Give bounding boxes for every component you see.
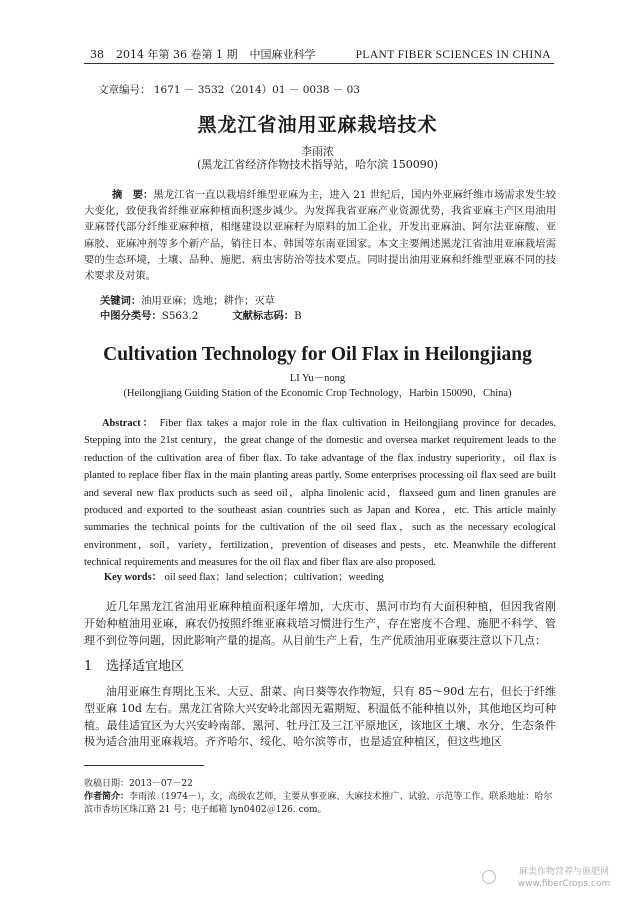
journal-name-zh: 中国麻业科学 bbox=[249, 48, 316, 61]
doc-code-label: 文献标志码： bbox=[232, 310, 295, 322]
abstract-en bbox=[84, 415, 556, 572]
abstract-zh-label: 摘 要： bbox=[112, 189, 154, 201]
keywords-en-text: oil seed flax；land selection；cultivation；weeding bbox=[164, 572, 384, 583]
doc-code-value: B bbox=[294, 310, 302, 322]
abstract-en-text: Fiber flax takes a major role in the flax cultivation in Heilongjiang province for decades. Stepping into the 21st century，the great change of the domestic and oversea market requirement leads to the reduction of the cultivation area of fiber flax. To take advantage of the flax industry superiority，oil flax is planted to replace fiber flax in the main planting areas partly. Some enterprises processing oil flax seed are built and several new flax products such as seed oil，alpha linolenic acid，flaxseed gum and linen granules are produced and exported to the southeast asian countries such as Japan and Korea，etc. This article mainly summaries the technical points for the cultivation of the oil seed flax，such as the necessary ecological environment，soil，variety，fertilization，prevention of diseases and pests，etc. Meanwhile the different technical requirements and measures for the oil flax and fiber flax are also proposed. bbox=[84, 418, 557, 569]
keywords-zh-text: 油用亚麻；选地；耕作；灭草 bbox=[141, 295, 276, 307]
abstract-zh bbox=[84, 187, 556, 284]
footnote-rule bbox=[84, 765, 204, 766]
article-number: 文章编号： 1671 － 3532（2014）01 － 0038 － 03 bbox=[98, 84, 360, 96]
footnote-author-label: 作者简介： bbox=[84, 792, 130, 802]
body-paragraph: 油用亚麻生育期比玉米、大豆、甜菜、向日葵等农作物短，只有 85～90d 左右，但长于纤维型亚麻 10d 左右。黑龙江省除大兴安岭北部因无霜期短、积温低不能种植以外，其他地区均可种植。最佳适宜区为大兴安岭南部、黑河、牡丹江及三江平原地区，该地区土壤、水分、生态条件极为适合油用亚麻栽培。齐齐哈尔、绥化、哈尔滨等市，也是适宜种植区，但这些地区 bbox=[84, 685, 556, 749]
footnote-author-text: 李雨浓（1974－），女，高级农艺师，主要从事亚麻、大麻技术推广、试验、示范等工作。联系地址：哈尔滨市香坊区珠江路 21 号；电子邮箱 lyn0402＠126. com。 bbox=[84, 792, 553, 815]
author-en: LI Yu－nong bbox=[289, 373, 346, 384]
footnote-author bbox=[84, 791, 556, 817]
author-zh: 李雨浓 bbox=[301, 145, 334, 158]
title-en: Cultivation Technology for Oil Flax in Heilongjiang bbox=[103, 344, 532, 365]
keywords-zh-label: 关键词： bbox=[100, 295, 142, 307]
clc-value: S563.2 bbox=[161, 310, 199, 322]
intro-paragraph: 近几年黑龙江省油用亚麻种植面积逐年增加，大庆市、黑河市均有大面积种植，但因我省刚开始种植油用亚麻，麻农仍按照纤维亚麻栽培习惯进行生产，存在密度不合理、施肥不科学、管理不到位等问题，因此影响产量的提高。从目前生产上看，生产优质油用亚麻要注意以下几点： bbox=[84, 600, 556, 647]
title-zh: 黑龙江省油用亚麻栽培技术 bbox=[197, 114, 438, 136]
issue-info: 2014 年第 36 卷第 1 期 bbox=[116, 48, 238, 61]
keywords-zh bbox=[100, 292, 275, 307]
affiliation-zh: (黑龙江省经济作物技术指导站，哈尔滨 150090) bbox=[196, 158, 439, 171]
abstract-zh-text: 黑龙江省一直以栽培纤维型亚麻为主，进入 21 世纪后，国内外亚麻纤维市场需求发生较大变化，致使我省纤维亚麻种植面积逐步减少。为发挥我省亚麻产业资源优势，我省亚麻主产区用油用亚麻替代部分纤维亚麻种植，相继建设以亚麻籽为原料的加工企业，开发出亚麻油、阿尔法亚麻酸、亚麻胶、亚麻冲剂等多个新产品，销往日本、韩国等东南亚国家。本文主要阐述黑龙江省油用亚麻栽培需要的生态环境，土壤、品种、施肥、病虫害防治等技术要点。同时提出油用亚麻和纤维型亚麻不同的技术要求及对策。 bbox=[84, 189, 557, 283]
footnote-received: 收稿日期：2013－07－22 bbox=[84, 779, 193, 789]
keywords-en-label: Key words： bbox=[104, 572, 163, 583]
watermark-line-1: 麻类作物营养与施肥网 bbox=[518, 867, 609, 877]
section-number: 1 bbox=[84, 659, 93, 674]
clc-label: 中图分类号： bbox=[100, 310, 162, 322]
page-number: 38 bbox=[90, 48, 104, 61]
classification-line bbox=[100, 307, 302, 322]
journal-name-en: PLANT FIBER SCIENCES IN CHINA bbox=[355, 49, 551, 61]
section-heading bbox=[84, 655, 184, 674]
section-title: 选择适宜地区 bbox=[106, 659, 185, 674]
abstract-en-label: Abstract： bbox=[102, 418, 156, 429]
running-header bbox=[90, 46, 551, 62]
watermark-line-2: www.fiberCrops.com bbox=[517, 879, 611, 889]
affiliation-en: (Heilongjiang Guiding Station of the Economic Crop Technology，Harbin 150090，China) bbox=[123, 388, 512, 399]
watermark bbox=[498, 866, 630, 890]
keywords-en bbox=[104, 568, 384, 583]
header-rule bbox=[84, 63, 554, 64]
watermark-logo-icon bbox=[482, 870, 496, 884]
